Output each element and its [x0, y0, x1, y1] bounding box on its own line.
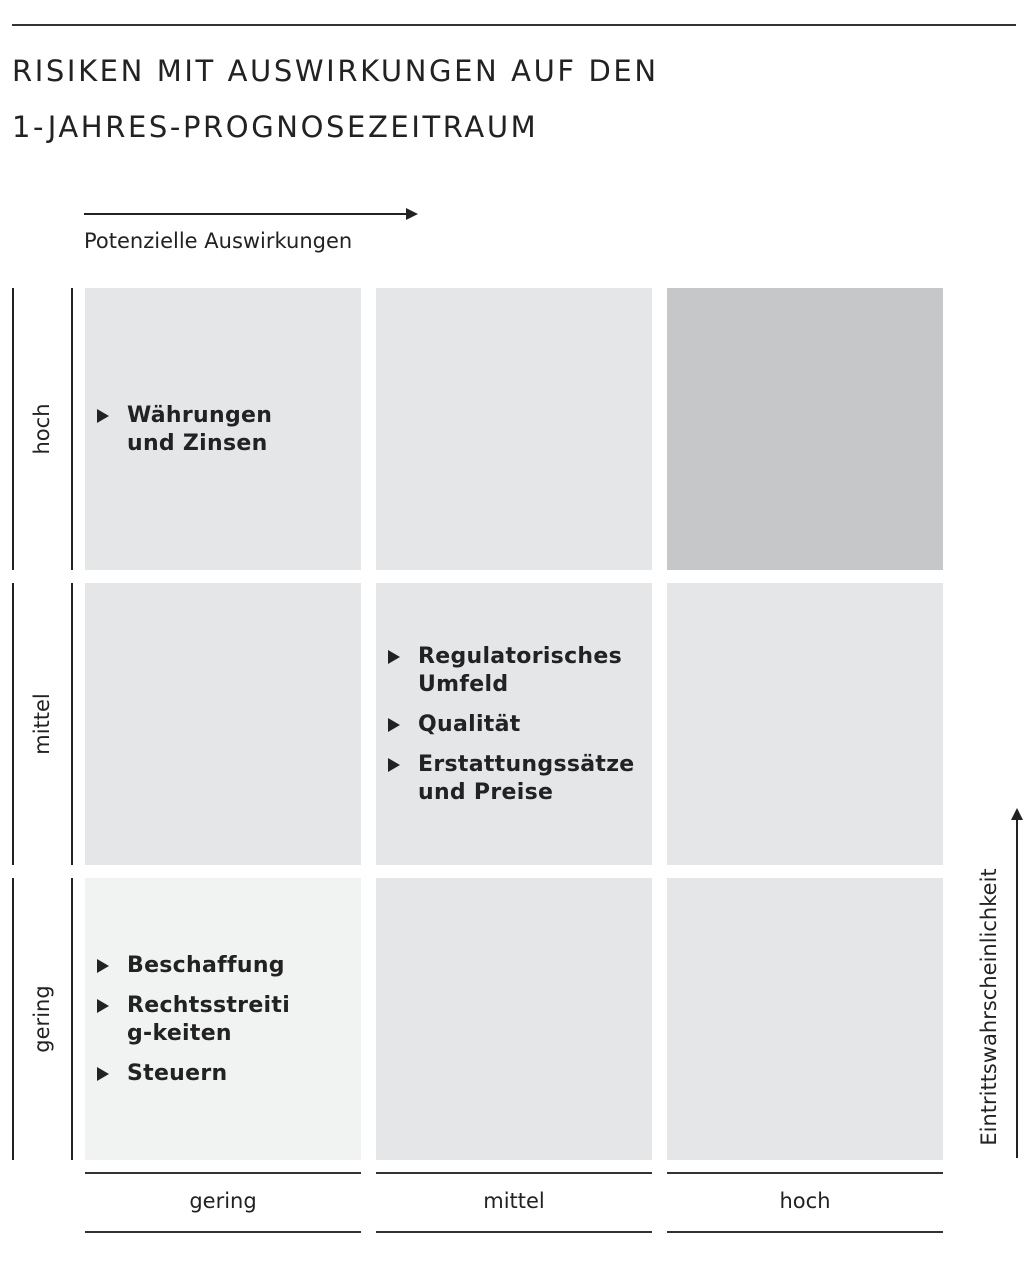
- col-label-gering: gering: [189, 1189, 257, 1213]
- row-label-gering: gering: [30, 985, 54, 1053]
- list-item: [85, 1060, 361, 1088]
- risk-label: Rechtsstreitig-keiten: [127, 993, 291, 1046]
- page-title-line-1: RISIKEN MIT AUSWIRKUNGEN AUF DEN: [12, 54, 659, 88]
- col-rule-bottom-gering: [85, 1231, 361, 1233]
- col-rule-top-hoch: [667, 1172, 943, 1174]
- list-item: [376, 643, 652, 699]
- x-axis-arrow-line: [84, 213, 408, 215]
- cell-mittel-gering: [85, 583, 361, 865]
- row-bar-mittel: [12, 583, 14, 865]
- triangle-bullet-icon: [388, 758, 400, 772]
- col-label-hoch: hoch: [779, 1189, 831, 1213]
- cell-mittel-hoch: [667, 583, 943, 865]
- cell-gering-hoch: [667, 878, 943, 1160]
- col-rule-bottom-mittel: [376, 1231, 652, 1233]
- risk-label: Regulatorisches Umfeld: [418, 644, 622, 697]
- list-item: [85, 992, 361, 1048]
- triangle-bullet-icon: [97, 959, 109, 973]
- x-axis-title: Potenzielle Auswirkungen: [84, 229, 353, 253]
- col-rule-top-gering: [85, 1172, 361, 1174]
- row-bar-hoch: [12, 288, 14, 570]
- col-rule-bottom-hoch: [667, 1231, 943, 1233]
- risk-label: Erstattungssätze und Preise: [418, 752, 635, 805]
- list-item: [376, 711, 652, 739]
- triangle-bullet-icon: [97, 999, 109, 1013]
- risk-label: Qualität: [418, 712, 521, 737]
- page-title-line-2: 1-JAHRES-PROGNOSEZEITRAUM: [12, 110, 539, 144]
- triangle-bullet-icon: [388, 650, 400, 664]
- row-bar-mittel-inner: [71, 583, 73, 865]
- risk-label: Beschaffung: [127, 953, 285, 978]
- cell-hoch-hoch: [667, 288, 943, 570]
- col-rule-top-mittel: [376, 1172, 652, 1174]
- col-label-mittel: mittel: [483, 1189, 545, 1213]
- arrow-right-icon: [406, 208, 418, 220]
- cell-hoch-mittel: [376, 288, 652, 570]
- y-axis-arrow-line: [1016, 818, 1018, 1158]
- cell-gering-gering: [85, 878, 361, 1160]
- list-item: [85, 952, 361, 980]
- cell-mittel-mittel: [376, 583, 652, 865]
- row-label-mittel: mittel: [30, 693, 54, 755]
- arrow-up-icon: [1011, 808, 1023, 820]
- risk-label: Währungen und Zinsen: [127, 403, 273, 456]
- row-label-hoch: hoch: [30, 403, 54, 455]
- cell-hoch-gering: [85, 288, 361, 570]
- triangle-bullet-icon: [97, 1067, 109, 1081]
- cell-gering-mittel: [376, 878, 652, 1160]
- row-bar-gering-inner: [71, 878, 73, 1160]
- list-item: [376, 751, 652, 807]
- row-bar-hoch-inner: [71, 288, 73, 570]
- triangle-bullet-icon: [388, 718, 400, 732]
- risk-label: Steuern: [127, 1061, 228, 1086]
- triangle-bullet-icon: [97, 409, 109, 423]
- row-bar-gering: [12, 878, 14, 1160]
- list-item: [85, 402, 361, 458]
- top-divider: [12, 24, 1016, 26]
- y-axis-title: Eintrittswahrscheinlichkeit: [977, 868, 1001, 1146]
